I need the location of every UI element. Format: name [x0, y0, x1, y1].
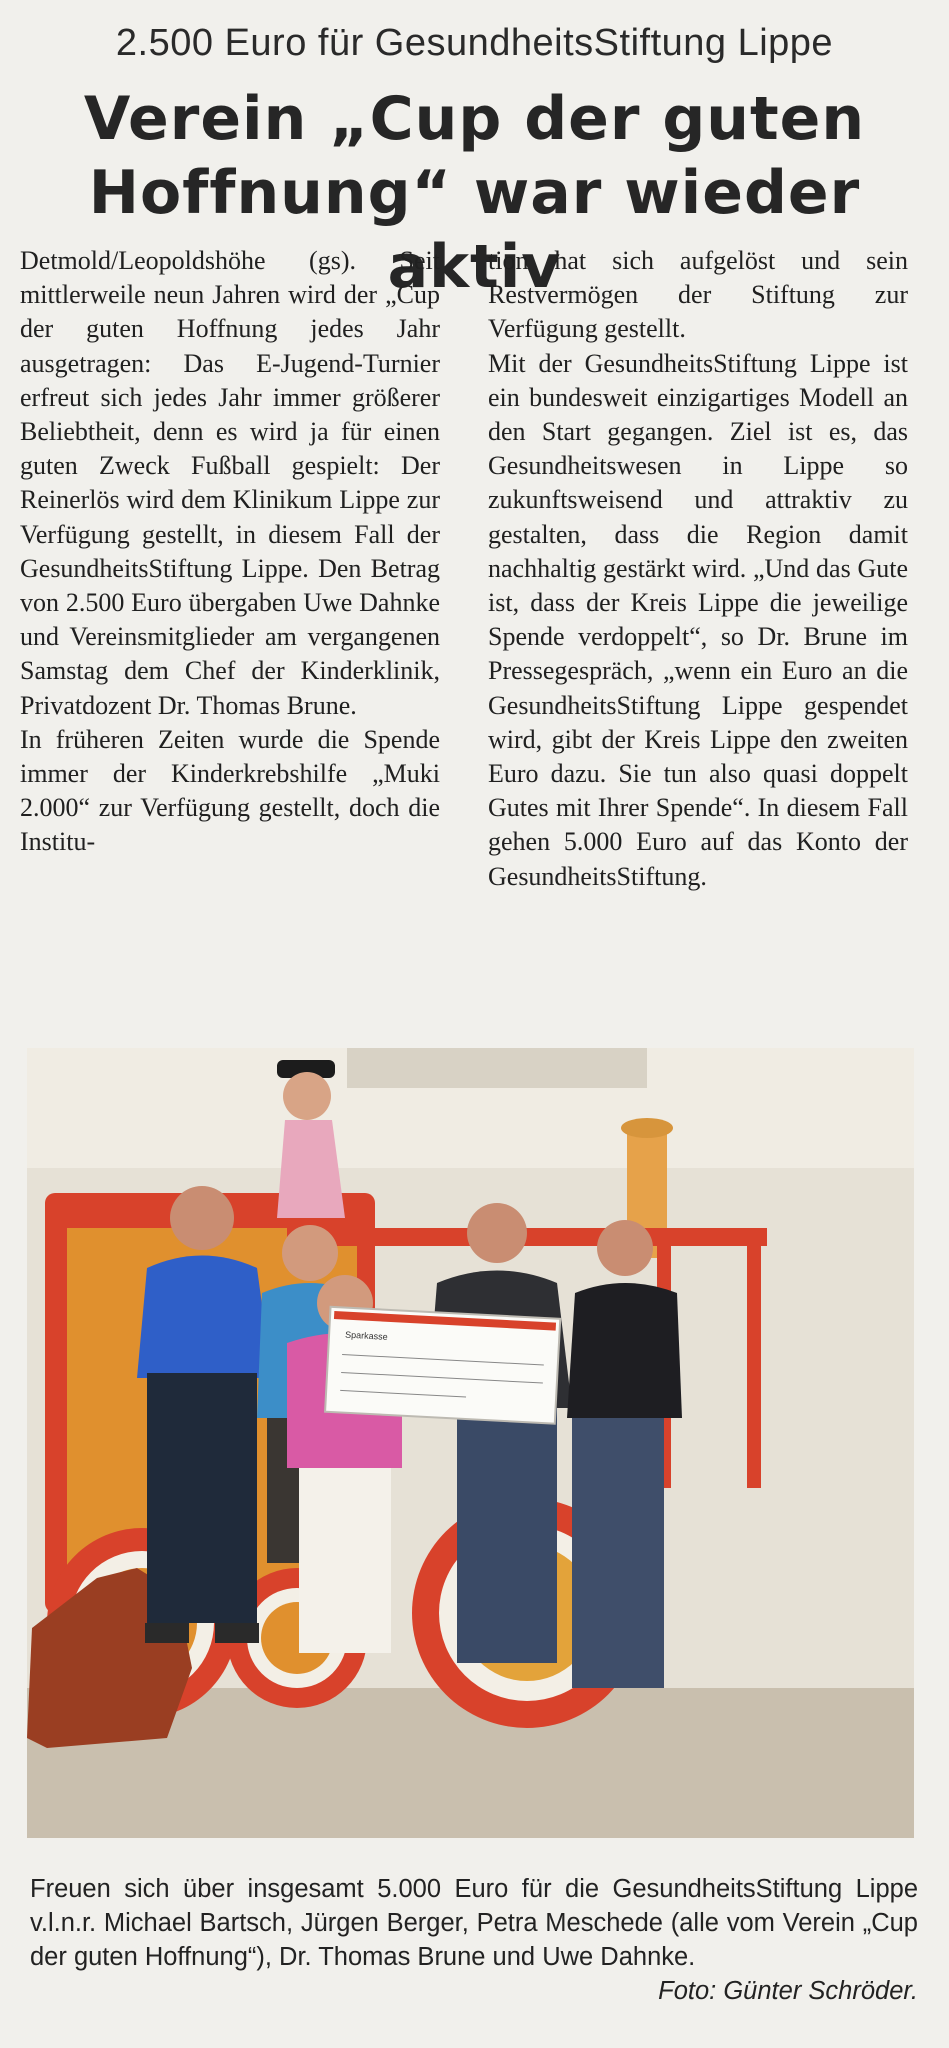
article-photo — [27, 1048, 914, 1838]
article-paragraph: Mit der GesundheitsStiftung Lippe ist ein bundesweit einzigartiges Modell an den Start gegangen. Ziel ist es, das Gesundheitswesen in Lippe so zukunftsweisend und attraktiv zu gestalten, dass die Region damit nachhaltig gestärkt wird. „Und das Gute ist, dass der Kreis Lippe die jeweilige Spende verdoppelt“, so Dr. Brune im Pressegespräch, „wenn ein Euro an die GesundheitsStiftung Lippe gespendet wird, gibt der Kreis Lippe den zweiten Euro dazu. Sie tun also quasi doppelt Gutes mit Ihrer Spende“. In diesem Fall gehen 5.000 Euro auf das Konto der GesundheitsStiftung. — [488, 348, 908, 891]
article-headline: Verein „Cup der guten Hoffnung“ war wieder aktiv — [83, 84, 866, 302]
article-kicker: 2.500 Euro für GesundheitsStiftung Lippe — [115, 22, 834, 64]
article-column-right — [488, 244, 908, 1034]
photo-caption — [30, 1872, 918, 2008]
cheque-bank: Sparkasse — [344, 1329, 388, 1342]
article-column-left — [20, 244, 440, 1034]
cheque — [325, 1307, 560, 1424]
article-paragraph: Detmold/Leopoldshöhe (gs). Seit mittlerweile neun Jahren wird der „Cup der guten Hoffnung jedes Jahr ausgetragen: Das E-Jugend-Turnier erfreut sich jedes Jahr immer größerer Beliebtheit, denn es wird ja für einen guten Zweck Fußball gespielt: Der Reinerlös wird dem Klinikum Lippe zur Verfügung gestellt, in diesem Fall der GesundheitsStiftung Lippe. Den Betrag von 2.500 Euro übergaben Uwe Dahnke und Vereinsmitglieder am vergangenen Samstag dem Chef der Kinderklinik, Privatdozent Dr. Thomas Brune. — [20, 246, 440, 720]
caption-text: Freuen sich über insgesamt 5.000 Euro für die GesundheitsStiftung Lippe v.l.n.r. Michael Bartsch, Jürgen Berger, Petra Meschede (alle vom Verein „Cup der guten Hoffnung“), Dr. Thomas Brune und Uwe Dahnke. — [30, 1875, 918, 1971]
article-paragraph: In früheren Zeiten wurde die Spende immer der Kinderkrebshilfe „Muki 2.000“ zur Verfügung gestellt, doch die Institu- — [20, 724, 440, 857]
photo-credit: Foto: Günter Schröder. — [658, 1977, 918, 2005]
article-paragraph: tion hat sich aufgelöst und sein Restvermögen der Stiftung zur Verfügung gestellt. — [488, 246, 908, 344]
